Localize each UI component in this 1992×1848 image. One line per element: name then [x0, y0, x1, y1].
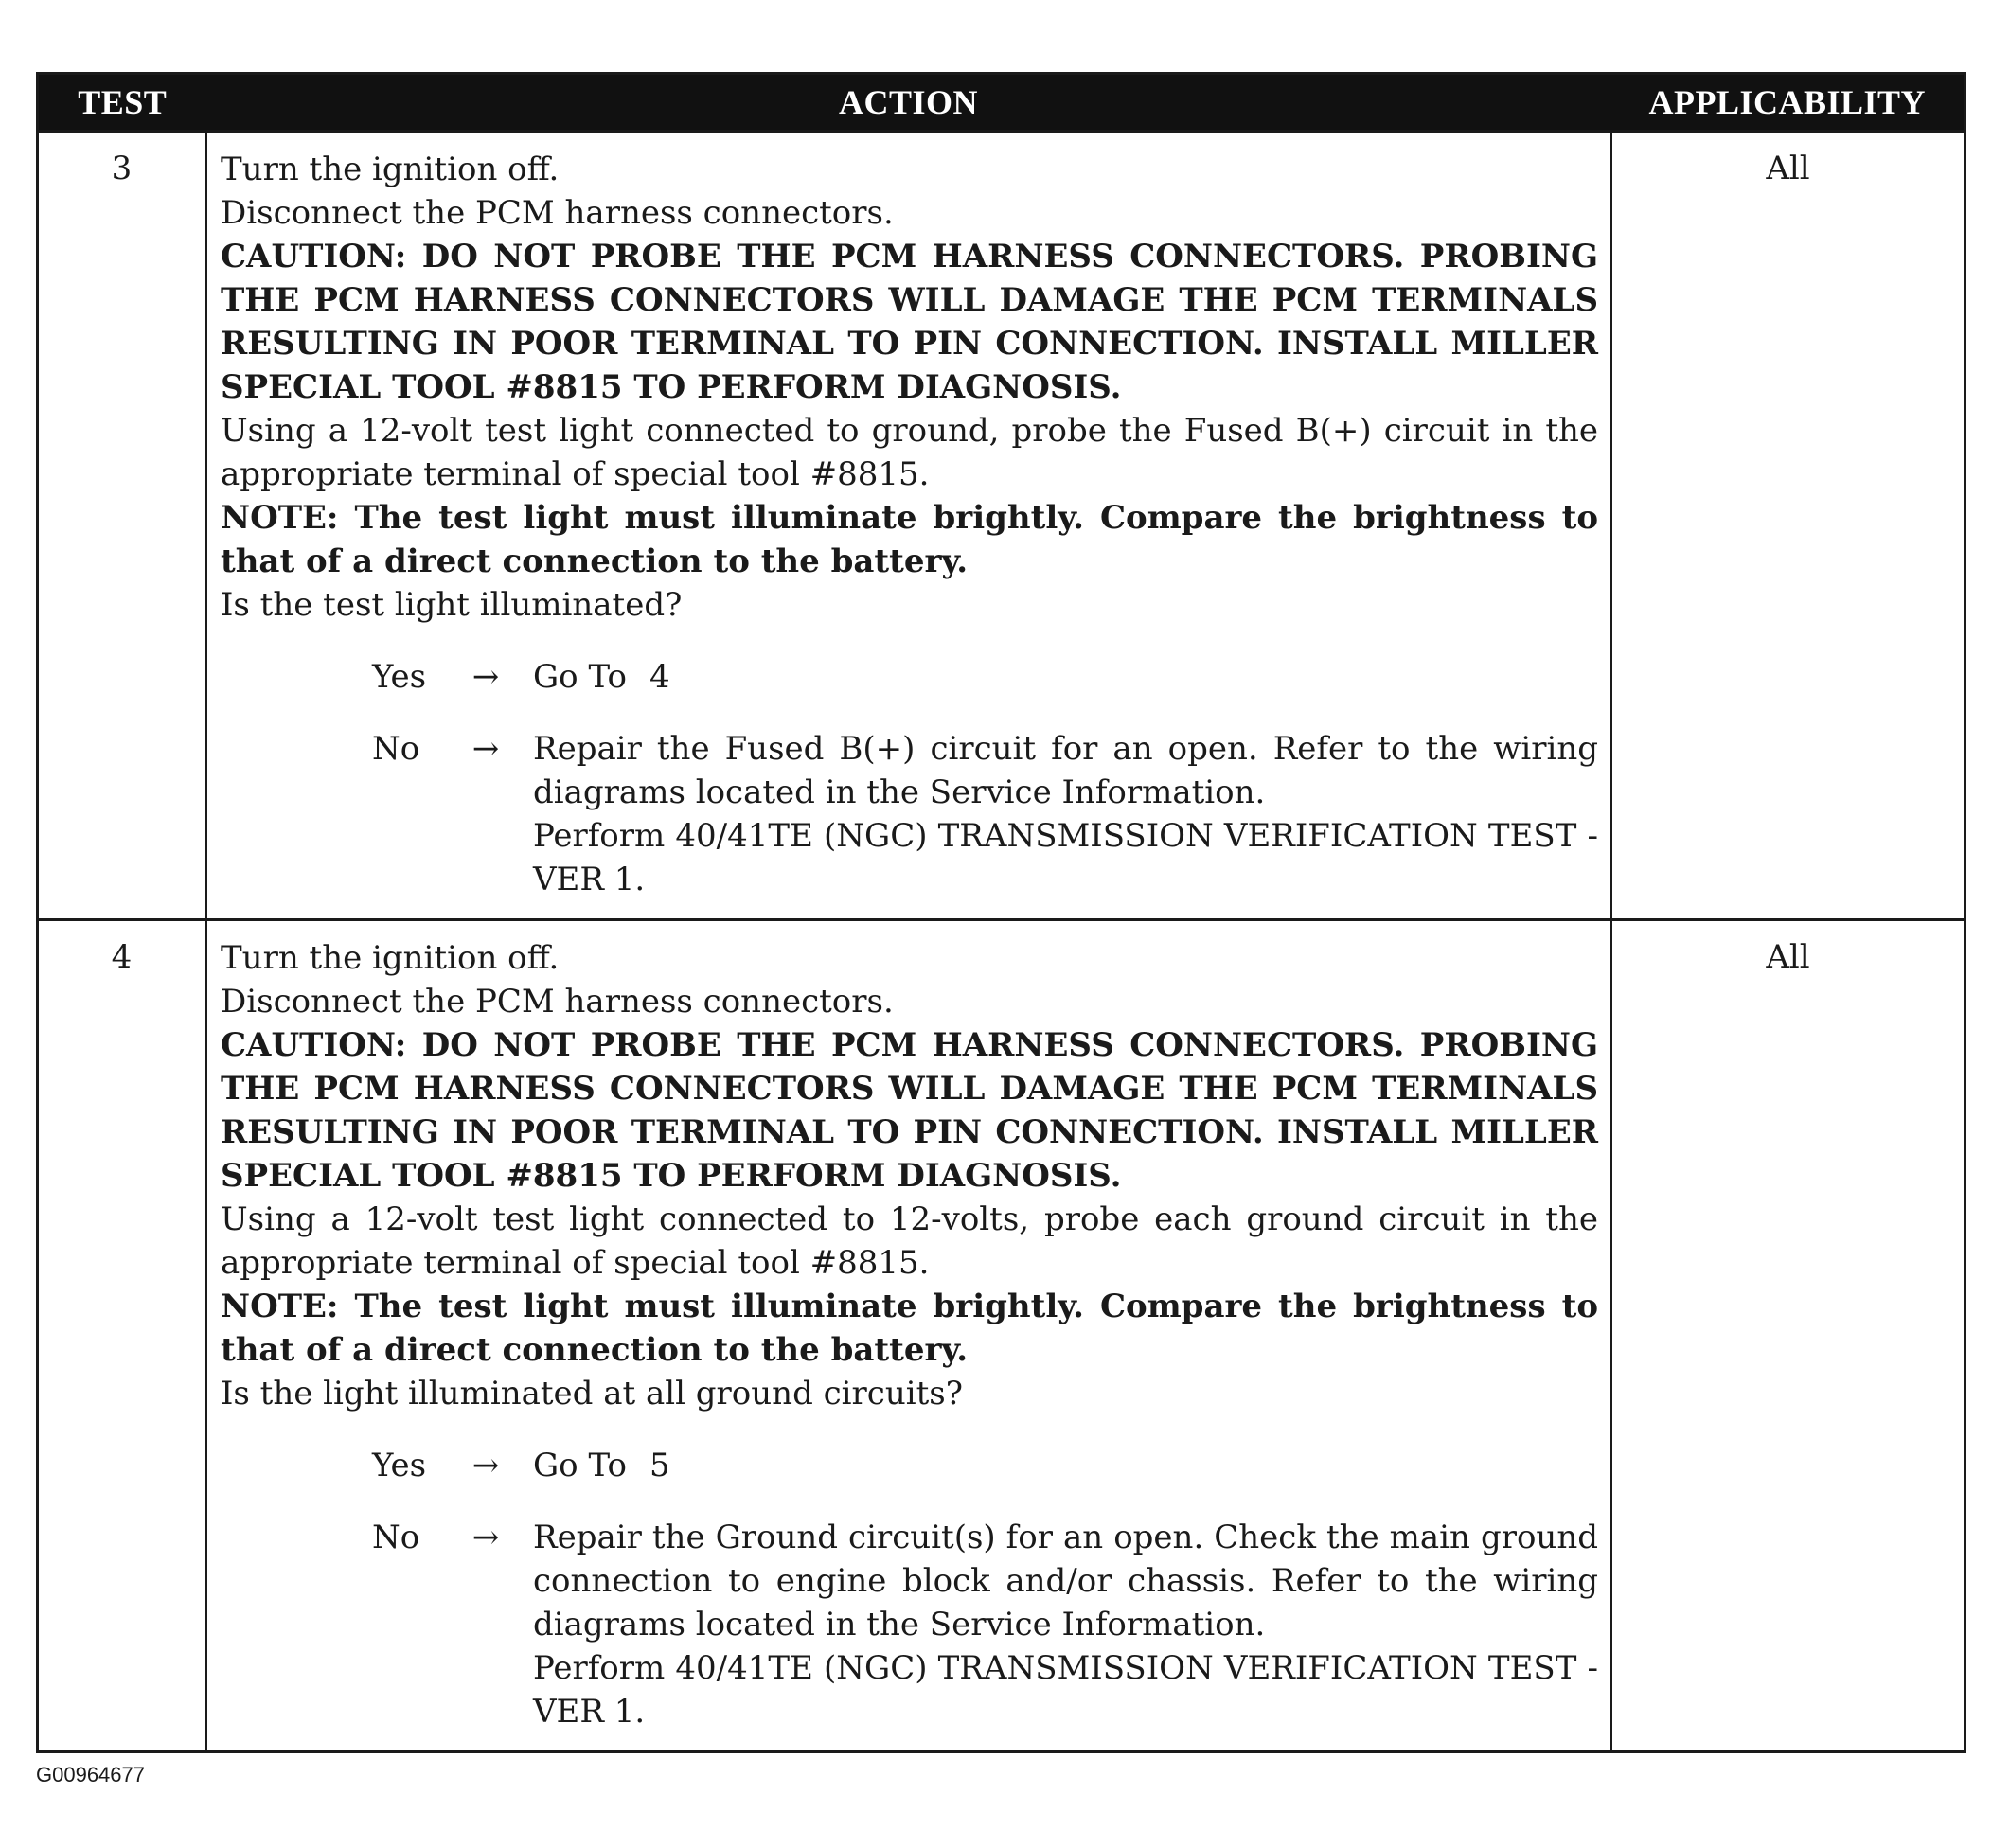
table-row	[38, 920, 1965, 1752]
applicability-value: All	[1611, 132, 1965, 920]
action-step-ignition: Turn the ignition off.	[221, 939, 560, 977]
arrow-icon: →	[471, 730, 500, 768]
verification-text: Perform 40/41TE (NGC) TRANSMISSION VERIFICATION TEST - VER 1.	[533, 817, 1598, 898]
goto-step: 5	[649, 1447, 670, 1484]
result-yes	[372, 1444, 1598, 1487]
action-step-ignition: Turn the ignition off.	[221, 151, 560, 188]
no-label: No	[372, 730, 420, 768]
note-text: NOTE: The test light must illuminate brightly. Compare the brightness to that of a direct connection to the battery.	[221, 499, 1598, 580]
goto-label: Go To	[533, 1447, 627, 1484]
caution-text: CAUTION: DO NOT PROBE THE PCM HARNESS CONNECTORS. PROBING THE PCM HARNESS CONNECTORS WILL DAMAGE THE PCM TERMINALS RESULTING IN POOR TERMINAL TO PIN CONNECTION. INSTALL MILLER SPECIAL TOOL #8815 TO PERFORM DIAGNOSIS.	[221, 1026, 1598, 1195]
arrow-icon: →	[471, 658, 500, 696]
repair-text: Repair the Ground circuit(s) for an open. Check the main ground connection to engine block and/or chassis. Refer to the wiring diagrams located in the Service Information.	[533, 1519, 1598, 1644]
result-no	[372, 1516, 1598, 1733]
yes-label: Yes	[372, 1447, 427, 1484]
no-result	[533, 727, 1598, 901]
note-text: NOTE: The test light must illuminate brightly. Compare the brightness to that of a direct connection to the battery.	[221, 1288, 1598, 1369]
table-header-row	[38, 74, 1965, 132]
action-step-disconnect: Disconnect the PCM harness connectors.	[221, 194, 894, 232]
test-number: 4	[38, 920, 206, 1752]
action-cell	[206, 920, 1611, 1752]
result-block	[372, 1444, 1598, 1733]
procedure-text: Using a 12-volt test light connected to ground, probe the Fused B(+) circuit in the appropriate terminal of special tool #8815.	[221, 412, 1598, 493]
arrow-icon: →	[471, 1447, 500, 1484]
action-cell	[206, 132, 1611, 920]
repair-text: Repair the Fused B(+) circuit for an open. Refer to the wiring diagrams located in the Service Information.	[533, 730, 1598, 811]
result-block	[372, 655, 1598, 901]
arrow-icon: →	[471, 1519, 500, 1556]
header-action: ACTION	[206, 74, 1611, 132]
yes-label: Yes	[372, 658, 427, 696]
no-label: No	[372, 1519, 420, 1556]
yes-result	[533, 1444, 1598, 1487]
header-applicability: APPLICABILITY	[1611, 74, 1965, 132]
diagnostic-test-table	[36, 72, 1966, 1753]
applicability-value: All	[1611, 920, 1965, 1752]
question-text: Is the test light illuminated?	[221, 586, 683, 624]
verification-text: Perform 40/41TE (NGC) TRANSMISSION VERIFICATION TEST - VER 1.	[533, 1649, 1598, 1731]
caution-text: CAUTION: DO NOT PROBE THE PCM HARNESS CONNECTORS. PROBING THE PCM HARNESS CONNECTORS WILL DAMAGE THE PCM TERMINALS RESULTING IN POOR TERMINAL TO PIN CONNECTION. INSTALL MILLER SPECIAL TOOL #8815 TO PERFORM DIAGNOSIS.	[221, 238, 1598, 406]
no-result	[533, 1516, 1598, 1733]
action-step-disconnect: Disconnect the PCM harness connectors.	[221, 983, 894, 1021]
procedure-text: Using a 12-volt test light connected to 12-volts, probe each ground circuit in the appropriate terminal of special tool #8815.	[221, 1200, 1598, 1282]
goto-step: 4	[649, 658, 670, 696]
header-test: TEST	[38, 74, 206, 132]
test-number: 3	[38, 132, 206, 920]
question-text: Is the light illuminated at all ground circuits?	[221, 1375, 963, 1413]
result-no	[372, 727, 1598, 901]
yes-result	[533, 655, 1598, 699]
result-yes	[372, 655, 1598, 699]
figure-id: G00964677	[36, 1763, 145, 1786]
goto-label: Go To	[533, 658, 627, 696]
table-row	[38, 132, 1965, 920]
